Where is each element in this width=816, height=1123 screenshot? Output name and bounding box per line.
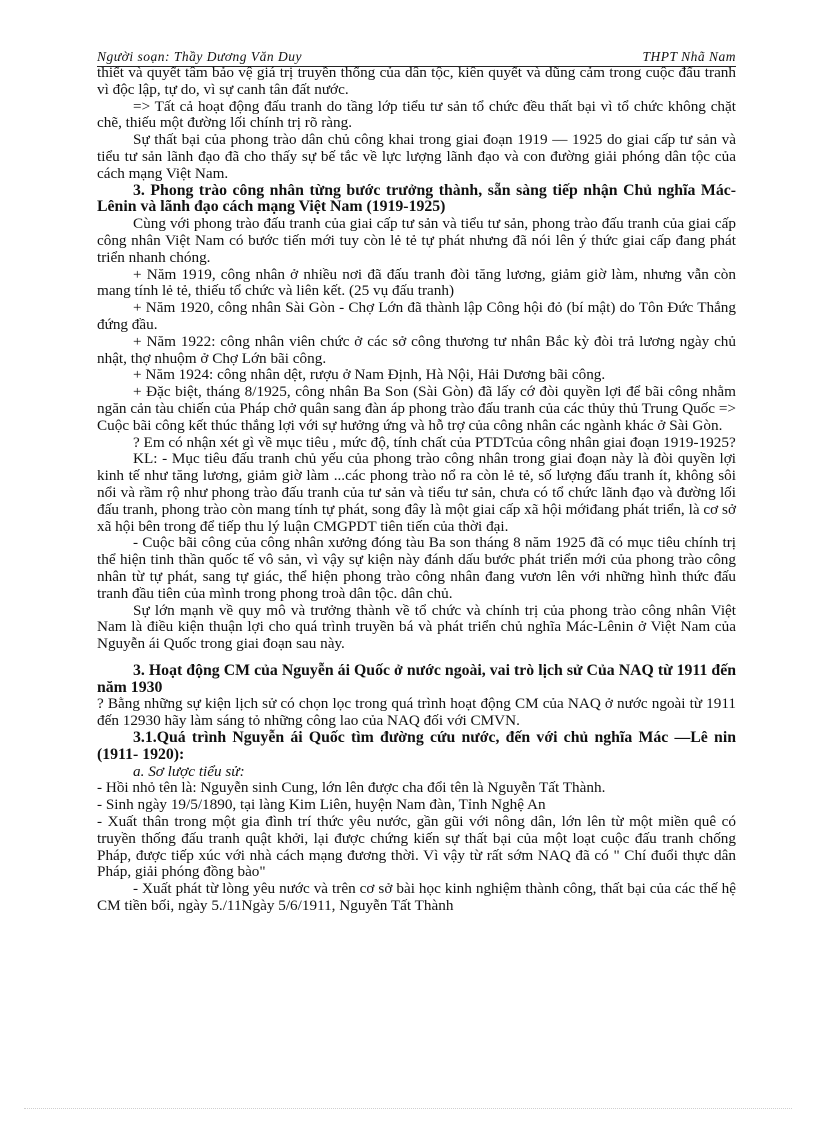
list-item: + Năm 1924: công nhân dệt, rượu ở Nam Định, Hà Nội, Hải Dương bãi công.: [133, 366, 606, 384]
header-school: THPT Nhã Nam: [642, 49, 736, 64]
paragraph: Sự lớn mạnh về quy mô và trưởng thành về tổ chức và chính trị của phong trào công nhân Việt Nam là điều kiện thuận lợi cho quá trình truyền bá và phát triển chủ nghĩa Mác-Lênin ở Việt Nam của Nguyễn ái Quốc trong giai đoạn sau này.: [97, 601, 736, 653]
question: ? Bằng những sự kiện lịch sử có chọn lọc trong quá trình hoạt động CM của NAQ ở nước ngoài từ 1911 đến 12930 hãy làm sáng tỏ những công lao của NAQ đối với CMVN.: [97, 695, 736, 730]
paragraph: - Cuộc bãi công của công nhân xưởng đóng tàu Ba son tháng 8 năm 1925 đã có mục tiêu chính trị thể hiện tinh thần quốc tế vô sản, vì vậy sự kiện này đánh dấu bước phát triển mới của phong trào công nhân từ tự phát, sang tự giác, thể hiện phong trào công nhân đang vươn lên với những hình thức đấu tranh đầu tiên của mình trong phong troà dân tộc. dân chủ.: [97, 534, 736, 602]
list-item: + Năm 1922: công nhân viên chức ở các sở công thương tư nhân Bắc kỳ đòi trả lương ngày chủ nhật, thợ nhuộm ở Chợ Lớn bãi công.: [97, 332, 736, 367]
question: ? Em có nhận xét gì về mục tiêu , mức độ, tính chất của PTDTcủa công nhân giai đoạn 1919-1925?: [133, 433, 736, 451]
list-item: + Đặc biệt, tháng 8/1925, công nhân Ba Son (Sài Gòn) đã lấy cớ đòi quyền lợi để bãi công nhằm ngăn cản tàu chiến của Pháp chở quân sang đàn áp phong trào đấu tranh của các thủy thủ Trung Quốc => Cuộc bãi công kết thúc thắng lợi với sự hưởng ứng và hỗ trợ của công nhân các ngành khác ở Sài Gòn.: [97, 383, 736, 434]
paragraph: => Tất cả hoạt động đấu tranh do tầng lớp tiểu tư sản tổ chức đều thất bại vì tổ chức không chặt chẽ, thiếu một đường lối chính trị rõ ràng.: [97, 97, 736, 132]
header-author: Người soạn: Thầy Dương Văn Duy: [97, 49, 303, 64]
list-item: + Năm 1919, công nhân ở nhiều nơi đã đấu tranh đòi tăng lương, giảm giờ làm, nhưng vẫn còn mang tính lẻ tẻ, thiếu tổ chức và liên kết. (25 vụ đấu tranh): [97, 265, 736, 300]
paragraph: thiết và quyết tâm bảo vệ giá trị truyền thống của dân tộc, kiên quyết và dũng cảm trong cuộc đấu tranh vì độc lập, tự do, vì sự canh tân đất nước.: [97, 64, 736, 98]
section-heading: 3. Hoạt động CM của Nguyễn ái Quốc ở nước ngoài, vai trò lịch sử Của NAQ từ 1911 đến năm 1930: [97, 661, 736, 696]
list-item: - Sinh ngày 19/5/1890, tại làng Kim Liên, huyện Nam đàn, Tỉnh Nghệ An: [97, 796, 546, 814]
paragraph: Cùng với phong trào đấu tranh của giai cấp tư sản và tiểu tư sản, phong trào đấu tranh của giai cấp công nhân Việt Nam có bước tiến mới tuy còn lẻ tẻ tự phát nhưng đã nói lên ý thức giai cấp đang phát triển nhanh chóng.: [97, 215, 736, 266]
paragraph: KL: - Mục tiêu đấu tranh chủ yếu của phong trào công nhân trong giai đoạn này là đòi quyền lợi kinh tế như tăng lương, giảm giờ làm ...các phong trào nổ ra còn lẻ tẻ, số lượng đấu tranh ít, không sôi nổi và rầm rộ như phong trào đấu tranh của tư sản và tiểu tư sản, chưa có tổ chức lãnh đạo và đường lối đấu tranh, phong trào còn mang tính tự phát, song đây là một giai cấp xã hội mớiđang phát triển, là cơ sở xã hội bên trong để tiếp thu lý luận CMGPDT tiên tiến của thời đại.: [97, 450, 736, 535]
list-item: - Xuất phát từ lòng yêu nước và trên cơ sở bài học kinh nghiệm thành công, thất bại của các thế hệ CM tiền bối, ngày 5./11Ngày 5/6/1911, Nguyễn Tất Thành: [97, 880, 736, 915]
section-heading: 3. Phong trào công nhân từng bước trưởng thành, sẵn sàng tiếp nhận Chủ nghĩa Mác-Lênin và lãnh đạo cách mạng Việt Nam (1919-1925): [97, 181, 736, 216]
list-item: + Năm 1920, công nhân Sài Gòn - Chợ Lớn đã thành lập Công hội đỏ (bí mật) do Tôn Đức Thắng đứng đầu.: [97, 299, 736, 333]
sub-heading: a. Sơ lược tiểu sử:: [133, 762, 245, 780]
list-item: - Hồi nhỏ tên là: Nguyễn sinh Cung, lớn lên được cha đổi tên là Nguyễn Tất Thành.: [97, 779, 606, 797]
paragraph: Sự thất bại của phong trào dân chủ công khai trong giai đoạn 1919 — 1925 do giai cấp tư sản và tiểu tư sản lãnh đạo đã cho thấy sự bế tắc về lực lượng lãnh đạo và con đường giải phóng dân tộc của cách mạng Việt Nam.: [97, 131, 736, 182]
subsection-heading: 3.1.Quá trình Nguyễn ái Quốc tìm đường cứu nước, đến với chủ nghĩa Mác —Lê nin (1911- 1920):: [97, 729, 736, 763]
document-body: [97, 65, 736, 915]
footer-divider: [24, 1108, 792, 1109]
list-item: - Xuất thân trong một gia đình trí thức yêu nước, gần gũi với nông dân, lớn lên từ một miền quê có truyền thống đấu tranh quật khởi, lại được chứng kiến sự thất bại của một loạt cuộc đấu tranh chống Pháp, được tiếp xúc với nhà cách mạng đương thời. Vì vậy từ rất sớm NAQ đã có " Chí đuổi thực dân Pháp, giải phóng đồng bào": [97, 813, 736, 881]
